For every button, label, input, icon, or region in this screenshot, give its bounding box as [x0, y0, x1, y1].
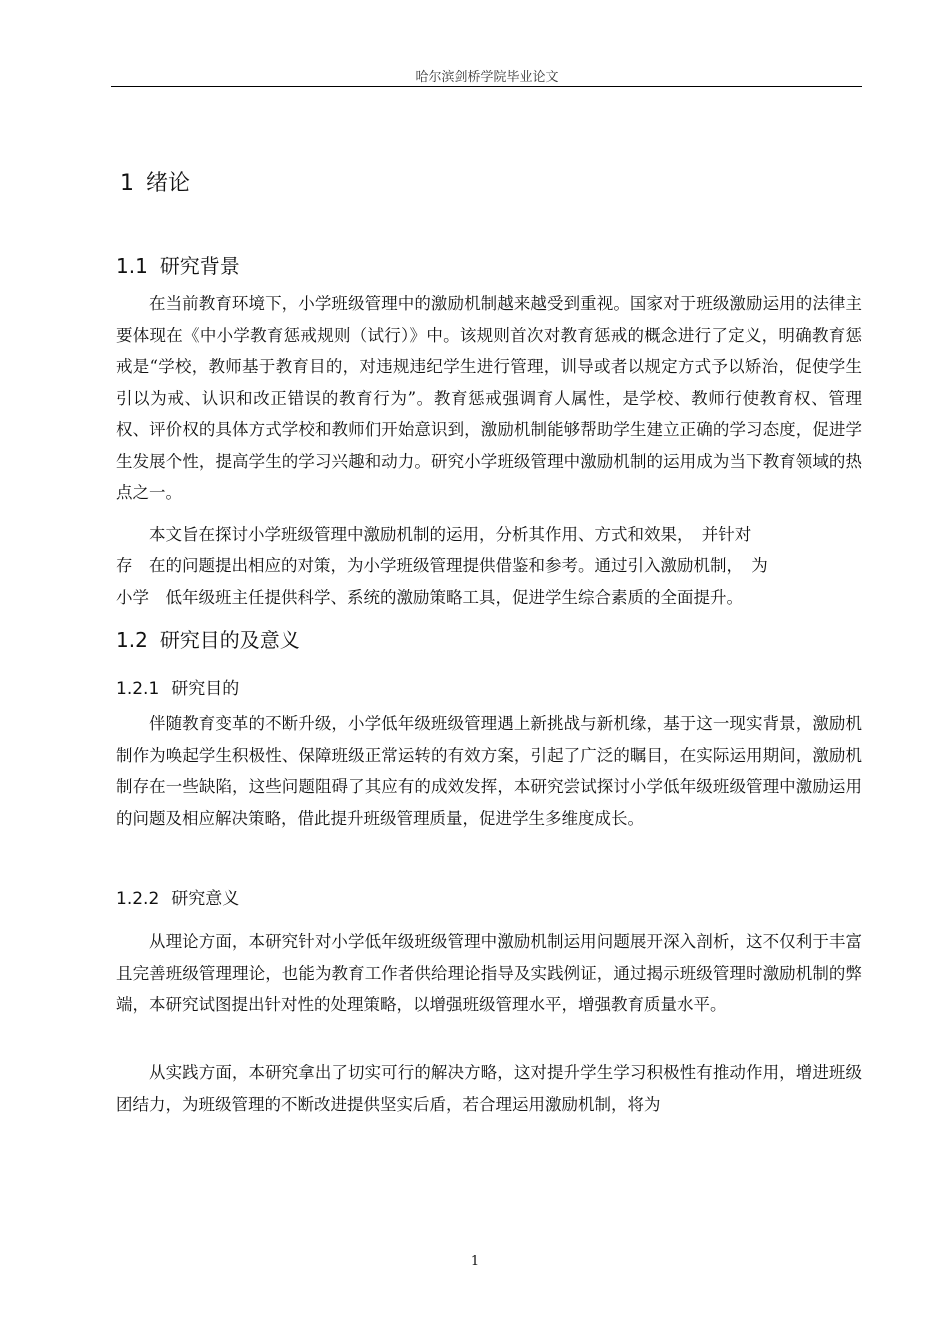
paragraph-background-2-line-3: 小学 低年级班主任提供科学、系统的激励策略工具，促进学生综合素质的全面提升。 [116, 588, 743, 607]
paragraph-significance-practice: 从实践方面，本研究拿出了切实可行的解决方略，这对提升学生学习积极性有推动作用，增进班级团结力，为班级管理的不断改进提供坚实后盾，若合理运用激励机制，将为 [116, 1063, 862, 1114]
chapter-heading [120, 166, 190, 197]
subsection-number: 1.2.1 [116, 679, 160, 699]
chapter-number: 1 [120, 171, 134, 196]
section-number: 1.2 [116, 628, 148, 652]
paragraph-purpose: 伴随教育变革的不断升级，小学低年级班级管理遇上新挑战与新机缘，基于这一现实背景，激励机制作为唤起学生积极性、保障班级正常运转的有效方案，引起了广泛的瞩目，在实际运用期间，激励机制存在一些缺陷，这些问题阻碍了其应有的成效发挥，本研究尝试探讨小学低年级班级管理中激励运用的问题及相应解决策略，借此提升班级管理质量，促进学生多维度成长。 [116, 714, 862, 828]
subsection-number: 1.2.2 [116, 889, 160, 909]
section-heading-1-2 [116, 624, 300, 653]
paragraph-background-2-line-2: 存 在的问题提出相应的对策，为小学班级管理提供借鉴和参考。通过引入激励机制， 为 [116, 556, 768, 575]
paragraph-background-1: 在当前教育环境下，小学班级管理中的激励机制越来越受到重视。国家对于班级激励运用的法律主要体现在《中小学教育惩戒规则（试行）》中。该规则首次对教育惩戒的概念进行了定义，明确教育惩戒是“学校，教师基于教育目的，对违规违纪学生进行管理，训导或者以规定方式予以矫治，促使学生引以为戒、认识和改正错误的教育行为”。教育惩戒强调育人属性，是学校、教师行使教育权、管理权、评价权的具体方式学校和教师们开始意识到，激励机制能够帮助学生建立正确的学习态度，促进学生发展个性，提高学生的学习兴趣和动力。研究小学班级管理中激励机制的运用成为当下教育领域的热点之一。 [116, 294, 862, 502]
section-number: 1.1 [116, 254, 148, 278]
section-title: 研究目的及意义 [159, 628, 300, 652]
chapter-title: 绪论 [146, 171, 191, 196]
paragraph-significance-theory: 从理论方面，本研究针对小学低年级班级管理中激励机制运用问题展开深入剖析，这不仅利于丰富且完善班级管理理论，也能为教育工作者供给理论指导及实践例证，通过揭示班级管理时激励机制的弊端，本研究试图提出针对性的处理策略，以增强班级管理水平，增强教育质量水平。 [116, 932, 862, 1014]
section-title: 研究背景 [159, 254, 240, 278]
subsection-heading-1-2-1 [116, 674, 239, 699]
subsection-title: 研究目的 [171, 679, 240, 699]
subsection-title: 研究意义 [171, 889, 240, 909]
header-rule [111, 86, 862, 87]
page-number: 1 [470, 1254, 480, 1269]
subsection-heading-1-2-2 [116, 884, 239, 909]
paragraph-background-2-line-1: 本文旨在探讨小学班级管理中激励机制的运用，分析其作用、方式和效果， 并针对 [149, 525, 752, 544]
section-heading-1-1 [116, 250, 240, 279]
running-header: 哈尔滨剑桥学院毕业论文 [415, 70, 559, 85]
